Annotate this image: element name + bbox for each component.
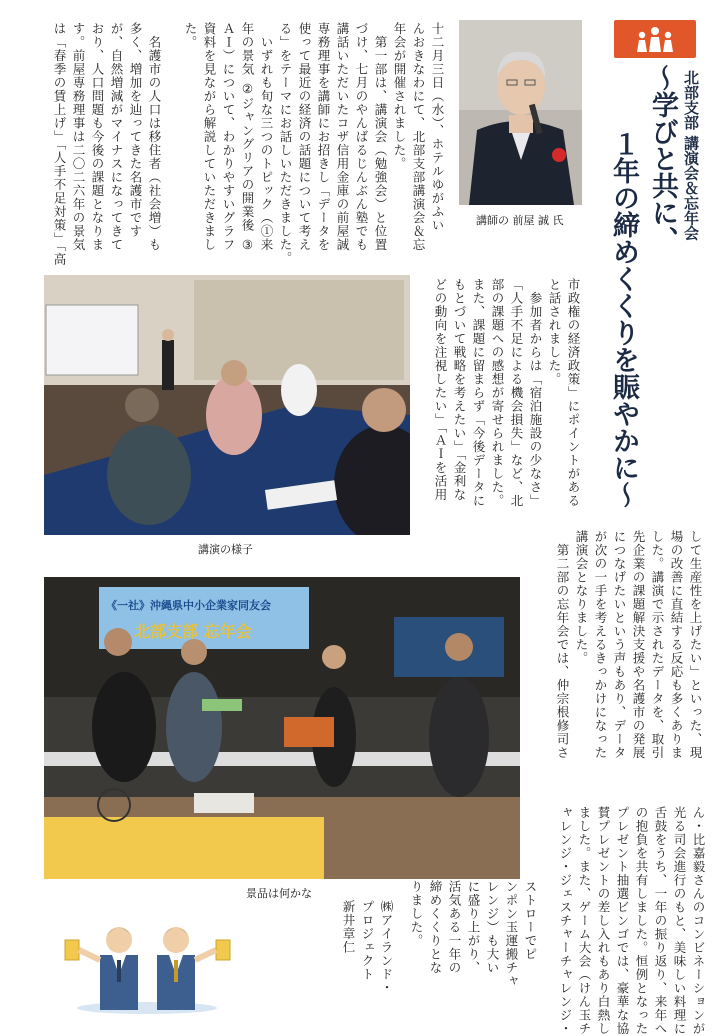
text-column: おり、人口問題も今後の課題となりま bbox=[90, 22, 105, 252]
text-column: どの動向を注視したい」「ＡＩを活用 bbox=[433, 278, 448, 502]
text-column: 光る司会進行のもと、美味しい料理に bbox=[672, 806, 687, 1036]
text-column: が、自然増減がマイナスになってきて bbox=[109, 22, 124, 252]
text-column: 参加者からは「宿泊施設の少なさ」 bbox=[528, 278, 543, 508]
text-column: ん・比嘉毅さんのコンビネーションが bbox=[691, 806, 706, 1036]
text-column: ストローでピ bbox=[523, 880, 538, 961]
text-column: して生産性を上げたい」といった、現 bbox=[688, 530, 703, 760]
text-column: りました。 bbox=[409, 880, 424, 948]
text-column: ンポン玉運搬チャ bbox=[504, 880, 519, 988]
article-right-block bbox=[535, 530, 705, 770]
text-column: につなげたいという声もあり、データ bbox=[612, 530, 627, 760]
toast-illustration bbox=[60, 900, 235, 1015]
text-column: と話されました。 bbox=[547, 278, 562, 386]
text-column: 名護市の人口は移住者（社会増）も bbox=[147, 22, 162, 252]
text-column: 資料を見ながら解説していただきまし bbox=[202, 22, 217, 252]
text-column: 専務理事を講師にお招きし「データを bbox=[316, 22, 331, 252]
text-column: レンジ）も大い bbox=[485, 880, 500, 975]
text-column: 場の改善に直結する反応も多くありま bbox=[669, 530, 684, 760]
article-title-line1: 〜学びと共に、 bbox=[647, 64, 678, 253]
text-column: づけ、七月のやんばるじんぶん塾でも bbox=[354, 22, 369, 252]
author-line: 新井章仁 bbox=[341, 900, 356, 954]
text-column: に盛り上がり、 bbox=[466, 880, 481, 975]
text-column: 第一部は、講演会（勉強会）と位置 bbox=[373, 22, 388, 252]
article-top-block-left bbox=[40, 22, 164, 272]
text-column: が次の一手を考えるきっかけになった bbox=[593, 530, 608, 760]
text-column: プレゼント抽選ビンゴでは、豪華な協 bbox=[615, 806, 630, 1036]
text-column: 活気ある一年の bbox=[447, 880, 462, 975]
text-column: もとづいて戦略を考えたい」「金利な bbox=[452, 278, 467, 502]
text-column: る」をテーマにお話しいただきました。 bbox=[278, 22, 293, 265]
text-column: す。前屋専務理事は二〇二六年の景気 bbox=[71, 22, 86, 252]
text-column: 部の課題への感想が寄せられました。 bbox=[490, 278, 505, 508]
text-column: 講話いただいたコザ信用金庫の前屋誠 bbox=[335, 22, 350, 252]
text-column: ました。また、ゲーム大会（けん玉チ bbox=[577, 806, 592, 1036]
text-column: 先企業の課題解決支援や名護市の発展 bbox=[631, 530, 646, 760]
text-column: 賛プレゼントの差し入れもあり白熱し bbox=[596, 806, 611, 1036]
text-column: 講演会となりました。 bbox=[574, 530, 589, 665]
text-column: 年会が開催されました。 bbox=[392, 22, 407, 171]
text-column: の抱負を共有しました。恒例となった bbox=[634, 806, 649, 1036]
speaker-photo bbox=[459, 20, 582, 205]
text-column: 多く、増加を辿ってきた名護市です bbox=[128, 22, 143, 238]
text-column: んおきなわにて、北部支部講演会＆忘 bbox=[411, 22, 426, 252]
prize-photo bbox=[44, 577, 520, 879]
text-column: 「人手不足による機会損失」など、北 bbox=[509, 278, 524, 508]
text-column: 年の景気 ②ジャングリアの開業後 ③ bbox=[240, 22, 255, 253]
text-column: 十二月三日（水）、ホテルゆがふい bbox=[430, 22, 445, 232]
text-column: した。講演で示されたデータを、取引 bbox=[650, 530, 665, 760]
section-badge bbox=[614, 20, 696, 58]
text-column: いずれも旬な三つのトピック（①来 bbox=[259, 22, 274, 252]
lecture-caption: 講演の様子 bbox=[198, 543, 253, 556]
text-column: た。 bbox=[183, 22, 198, 49]
article-subtitle: 北部支部 講演会＆忘年会 bbox=[682, 70, 700, 241]
banner-text-line2: 北部支部 忘年会 bbox=[134, 622, 252, 641]
text-column: 締めくくりとな bbox=[428, 880, 443, 975]
author-block bbox=[336, 900, 396, 1010]
text-column: ＡＩ）について、わかりやすいグラフ bbox=[221, 22, 236, 252]
article-title-line2: １年の締めくくりを賑やかに〜 bbox=[608, 130, 639, 508]
speaker-caption: 講師の 前屋 誠 氏 bbox=[476, 214, 564, 227]
article-bottom-block bbox=[548, 806, 708, 1036]
text-column: 舌鼓をうち、一年の振り返り、来年へ bbox=[653, 806, 668, 1036]
text-column: 使って最近の経済の話題について考え bbox=[297, 22, 312, 252]
text-column: ャレンジ・ジェスチャーチャレンジ・ bbox=[558, 806, 573, 1036]
text-column: 市政権の経済政策」にポイントがある bbox=[566, 278, 581, 508]
banner-text-line1: 《一社》沖縄県中小企業家同友会 bbox=[106, 599, 271, 612]
people-group-icon bbox=[630, 24, 680, 54]
prize-caption: 景品は何かな bbox=[246, 887, 312, 900]
lecture-photo bbox=[44, 275, 410, 535]
article-mid-block bbox=[418, 278, 583, 518]
text-column: また、課題に留まらず「今後データに bbox=[471, 278, 486, 508]
text-column: 第二部の忘年会では、仲宗根修司さ bbox=[555, 530, 570, 760]
author-line: プロジェクト bbox=[360, 900, 375, 981]
article-tail-block bbox=[400, 880, 540, 1015]
article-top-block bbox=[165, 22, 447, 272]
author-line: ㈱アイランド・ bbox=[379, 900, 394, 995]
text-column: は「春季の賃上げ」「人手不足対策」「高 bbox=[52, 22, 67, 266]
